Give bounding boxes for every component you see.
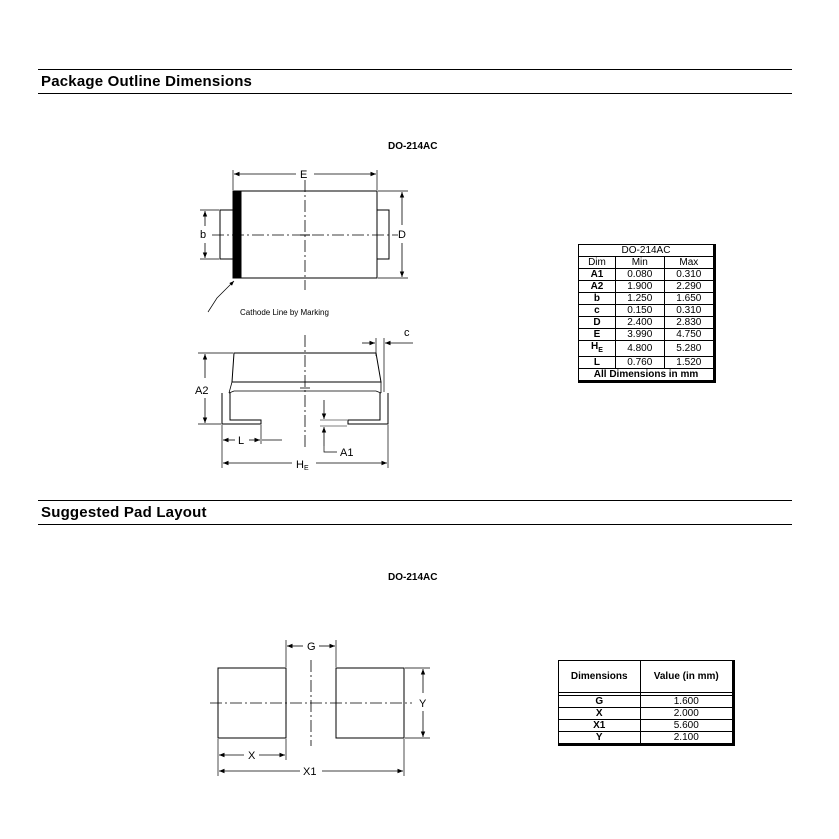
right-lead-top (377, 210, 389, 259)
dimension-table-footer: All Dimensions in mm (579, 369, 715, 382)
dimension-cell-max: 4.750 (664, 329, 714, 341)
pad-x-label: X (248, 750, 256, 762)
dim-a2-label: A2 (195, 385, 209, 397)
pad-x1-label: X1 (303, 766, 317, 778)
dimension-table-row (579, 305, 715, 317)
dim-l-label: L (238, 435, 245, 447)
dimension-table-row (579, 329, 715, 341)
dimension-table-row (579, 293, 715, 305)
dimension-cell-name: D (579, 317, 616, 329)
pad-cell-dimension: X (559, 708, 641, 720)
dimension-cell-name: A1 (579, 269, 616, 281)
dimension-cell-min: 0.760 (615, 357, 664, 369)
left-lead-side (222, 393, 261, 424)
dimension-table-header: Max (664, 257, 714, 269)
dim-b-label: b (200, 229, 207, 241)
left-lead-top (220, 210, 233, 259)
dimension-table-header: Dim (579, 257, 616, 269)
pad-table-row (559, 720, 734, 732)
pad-cell-dimension: X1 (559, 720, 641, 732)
pad-table-row (559, 708, 734, 720)
pad-table-row (559, 732, 734, 745)
pad-value-table (558, 660, 735, 746)
pad-table-header: Dimensions (559, 661, 641, 693)
package-body-side (232, 353, 381, 382)
dimension-cell-min: 0.150 (615, 305, 664, 317)
dimension-table-title: DO-214AC (579, 245, 715, 257)
top-view-drawing (200, 170, 408, 312)
dimension-cell-name: A2 (579, 281, 616, 293)
dim-e-label: E (300, 169, 308, 181)
dimension-cell-name: $H_E$ (579, 341, 616, 357)
pad-package-label: DO-214AC (388, 572, 438, 583)
dimension-cell-max: 5.280 (664, 341, 714, 357)
pad-table-header: Value (in mm) (640, 661, 733, 693)
pad-layout-drawing (210, 640, 430, 776)
dimension-table-row (579, 281, 715, 293)
dimension-cell-min: 3.990 (615, 329, 664, 341)
pad-cell-dimension: G (559, 696, 641, 708)
side-view-drawing (198, 335, 413, 468)
pad-table-body (559, 696, 734, 745)
dimension-cell-min: 0.080 (615, 269, 664, 281)
dim-d-label: D (398, 229, 406, 241)
dim-c-label: c (404, 327, 410, 339)
dimension-cell-min: 2.400 (615, 317, 664, 329)
cathode-label: Cathode Line by Marking (240, 308, 329, 317)
pad-table-row (559, 696, 734, 708)
right-lead-side (348, 393, 388, 424)
dimension-cell-name: b (579, 293, 616, 305)
dimension-cell-min: 1.900 (615, 281, 664, 293)
dimension-cell-min: 1.250 (615, 293, 664, 305)
dimension-table-body (579, 269, 715, 369)
dim-a1-label: A1 (340, 447, 354, 459)
pad-section-title: Suggested Pad Layout (41, 504, 207, 521)
dimension-cell-min: 4.800 (615, 341, 664, 357)
pad-cell-value: 5.600 (640, 720, 733, 732)
dimension-cell-name: L (579, 357, 616, 369)
dimension-cell-max: 0.310 (664, 269, 714, 281)
dimension-cell-max: 1.520 (664, 357, 714, 369)
dimension-table-row (579, 341, 715, 357)
dimension-table-row (579, 357, 715, 369)
dimension-cell-name: c (579, 305, 616, 317)
dimension-cell-max: 0.310 (664, 305, 714, 317)
dimension-cell-max: 2.290 (664, 281, 714, 293)
pad-cell-value: 2.000 (640, 708, 733, 720)
dimension-cell-max: 1.650 (664, 293, 714, 305)
dimension-table (578, 244, 716, 383)
dimension-cell-max: 2.830 (664, 317, 714, 329)
dim-he-label: HE (296, 459, 309, 472)
dimension-table-row (579, 317, 715, 329)
pad-g-label: G (307, 641, 316, 653)
outline-section-title: Package Outline Dimensions (41, 73, 253, 90)
dimension-table-header: Min (615, 257, 664, 269)
cathode-band (233, 191, 241, 278)
pad-cell-value: 1.600 (640, 696, 733, 708)
pad-cell-dimension: Y (559, 732, 641, 745)
dimension-table-row (579, 269, 715, 281)
pad-y-label: Y (419, 698, 427, 710)
pad-cell-value: 2.100 (640, 732, 733, 745)
dimension-cell-name: E (579, 329, 616, 341)
outline-package-label: DO-214AC (388, 141, 438, 152)
